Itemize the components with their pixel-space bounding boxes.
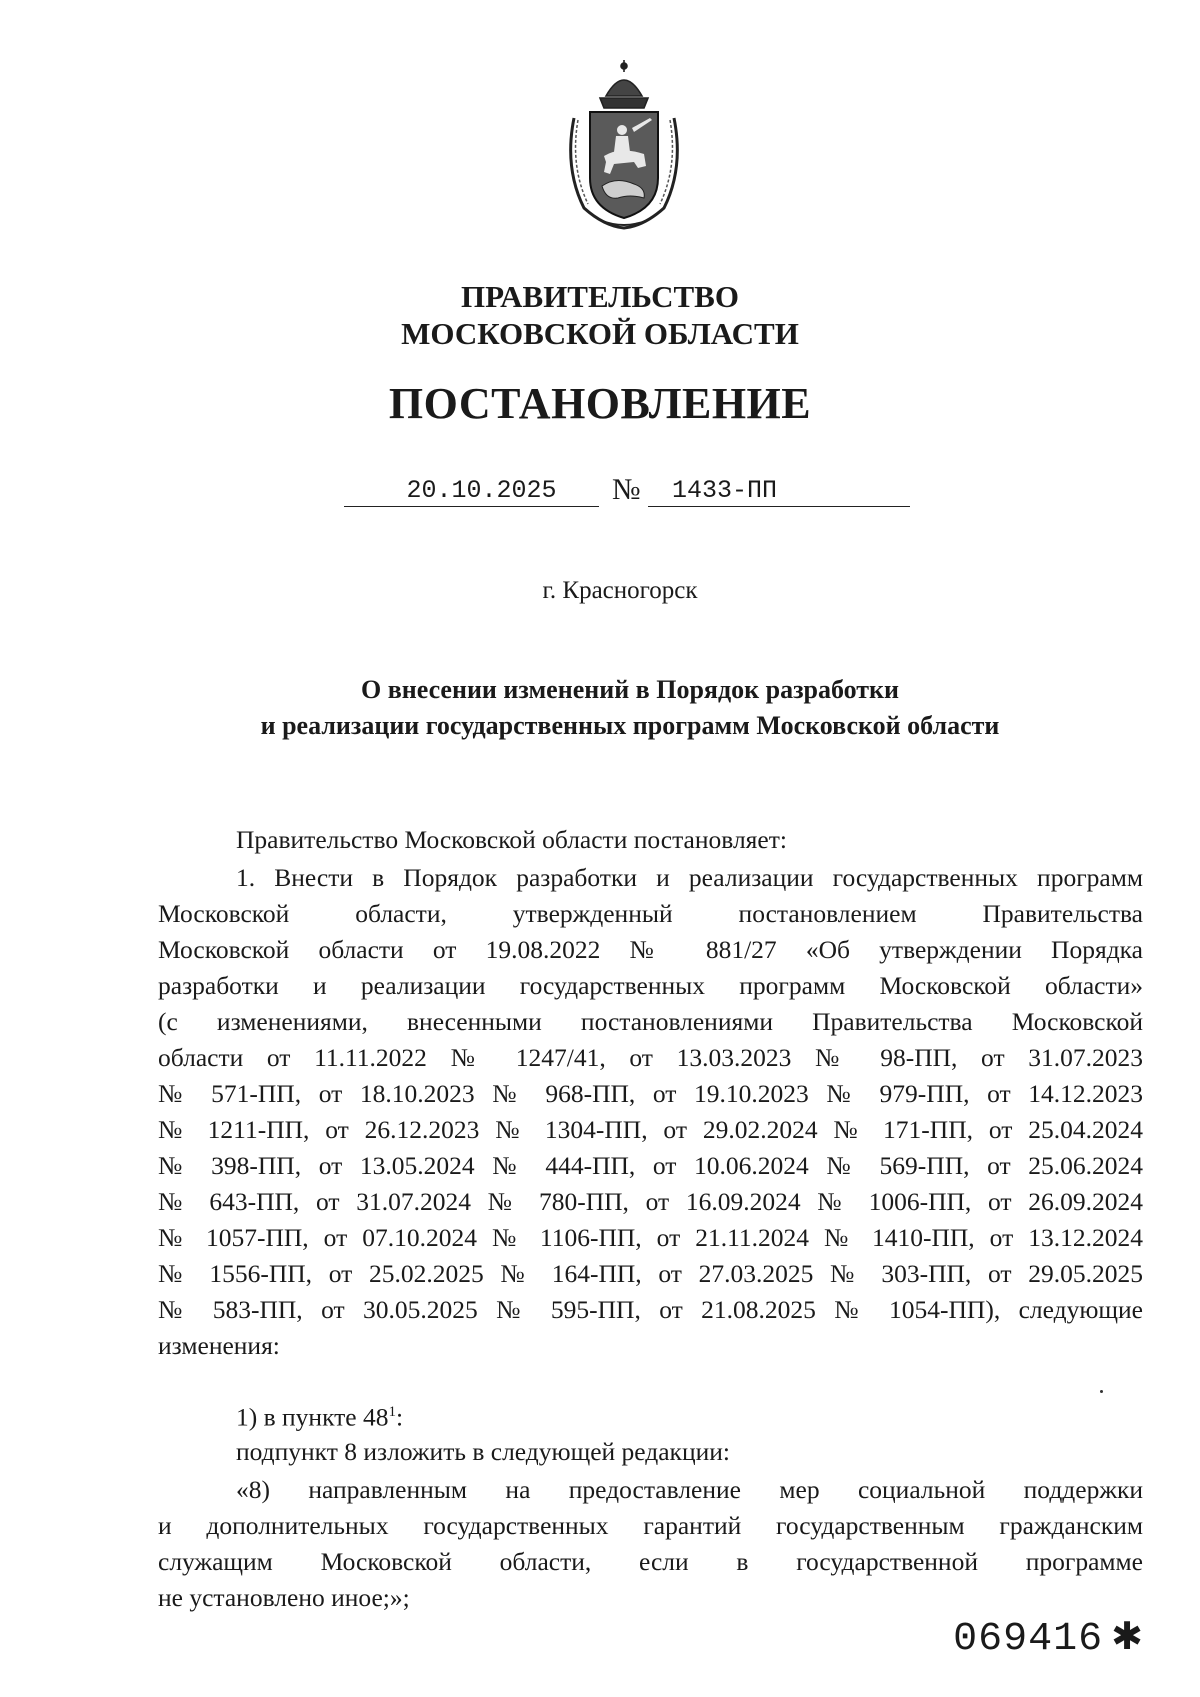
- subitem-1-heading: [158, 1394, 1143, 1436]
- subitem-1-prefix: 1) в пункте 48: [236, 1402, 389, 1432]
- quote-line: и дополнительных государственных гарантий государственным гражданским: [158, 1511, 1143, 1540]
- item-1-line: (с изменениями, внесенными постановлениями Правительства Московской: [158, 1007, 1143, 1036]
- preamble-paragraph: Правительство Московской области постановляет:: [236, 825, 787, 854]
- registration-date: 20.10.2025: [344, 476, 599, 507]
- quote-line: служащим Московской области, если в государственной программе: [158, 1547, 1143, 1576]
- item-1-paragraph: [158, 860, 1143, 1364]
- registration-number: 1433-ПП: [648, 476, 910, 507]
- item-1-line: Московской области, утвержденный постановлением Правительства: [158, 899, 1143, 928]
- item-1-line: № 1057-ПП, от 07.10.2024 № 1106-ПП, от 21.11.2024 № 1410-ПП, от 13.12.2024: [158, 1223, 1143, 1252]
- asterisk-mark: ✱: [1111, 1614, 1144, 1658]
- item-1-line: изменения:: [158, 1331, 280, 1360]
- quote-line: не установлено иное;»;: [158, 1583, 410, 1612]
- city-name: г. Красногорск: [542, 577, 698, 604]
- scan-dot: [1100, 1390, 1103, 1393]
- item-1-line: № 1211-ПП, от 26.12.2023 № 1304-ПП, от 29.02.2024 № 171-ПП, от 25.04.2024: [158, 1115, 1143, 1144]
- coat-of-arms-emblem: [560, 58, 688, 230]
- subitem-instruction: подпункт 8 изложить в следующей редакции:: [236, 1437, 730, 1466]
- org-name-line1: ПРАВИТЕЛЬСТВО: [461, 279, 739, 314]
- item-1-line: № 571-ПП, от 18.10.2023 № 968-ПП, от 19.10.2023 № 979-ПП, от 14.12.2023: [158, 1079, 1143, 1108]
- item-1-line: разработки и реализации государственных программ Московской области»: [158, 971, 1143, 1000]
- item-1-line: области от 11.11.2022 № 1247/41, от 13.03.2023 № 98-ПП, от 31.07.2023: [158, 1043, 1143, 1072]
- document-title-line1: О внесении изменений в Порядок разработки: [360, 675, 900, 704]
- document-code-number: 069416: [953, 1617, 1104, 1662]
- document-code: [953, 1614, 1144, 1662]
- item-1-line: № 1556-ПП, от 25.02.2025 № 164-ПП, от 27.03.2025 № 303-ПП, от 29.05.2025: [158, 1259, 1143, 1288]
- subitem-1-suffix: :: [395, 1402, 404, 1432]
- quote-line: «8) направленным на предоставление мер социальной поддержки: [236, 1475, 1143, 1504]
- number-sign: №: [612, 473, 641, 506]
- quoted-amendment: [158, 1472, 1143, 1616]
- org-name-line2: МОСКОВСКОЙ ОБЛАСТИ: [401, 316, 799, 351]
- subitem-1-superscript: 1: [388, 1404, 396, 1420]
- item-1-line: № 643-ПП, от 31.07.2024 № 780-ПП, от 16.09.2024 № 1006-ПП, от 26.09.2024: [158, 1187, 1143, 1216]
- item-1-line: № 398-ПП, от 13.05.2024 № 444-ПП, от 10.06.2024 № 569-ПП, от 25.06.2024: [158, 1151, 1143, 1180]
- document-type-heading: ПОСТАНОВЛЕНИЕ: [388, 379, 812, 428]
- item-1-line: Московской области от 19.08.2022 № 881/27 «Об утверждении Порядка: [158, 935, 1143, 964]
- document-title-line2: и реализации государственных программ Московской области: [260, 711, 1000, 740]
- item-1-line: 1. Внести в Порядок разработки и реализации государственных программ: [236, 863, 1143, 892]
- item-1-line: № 583-ПП, от 30.05.2025 № 595-ПП, от 21.08.2025 № 1054-ПП), следующие: [158, 1295, 1143, 1324]
